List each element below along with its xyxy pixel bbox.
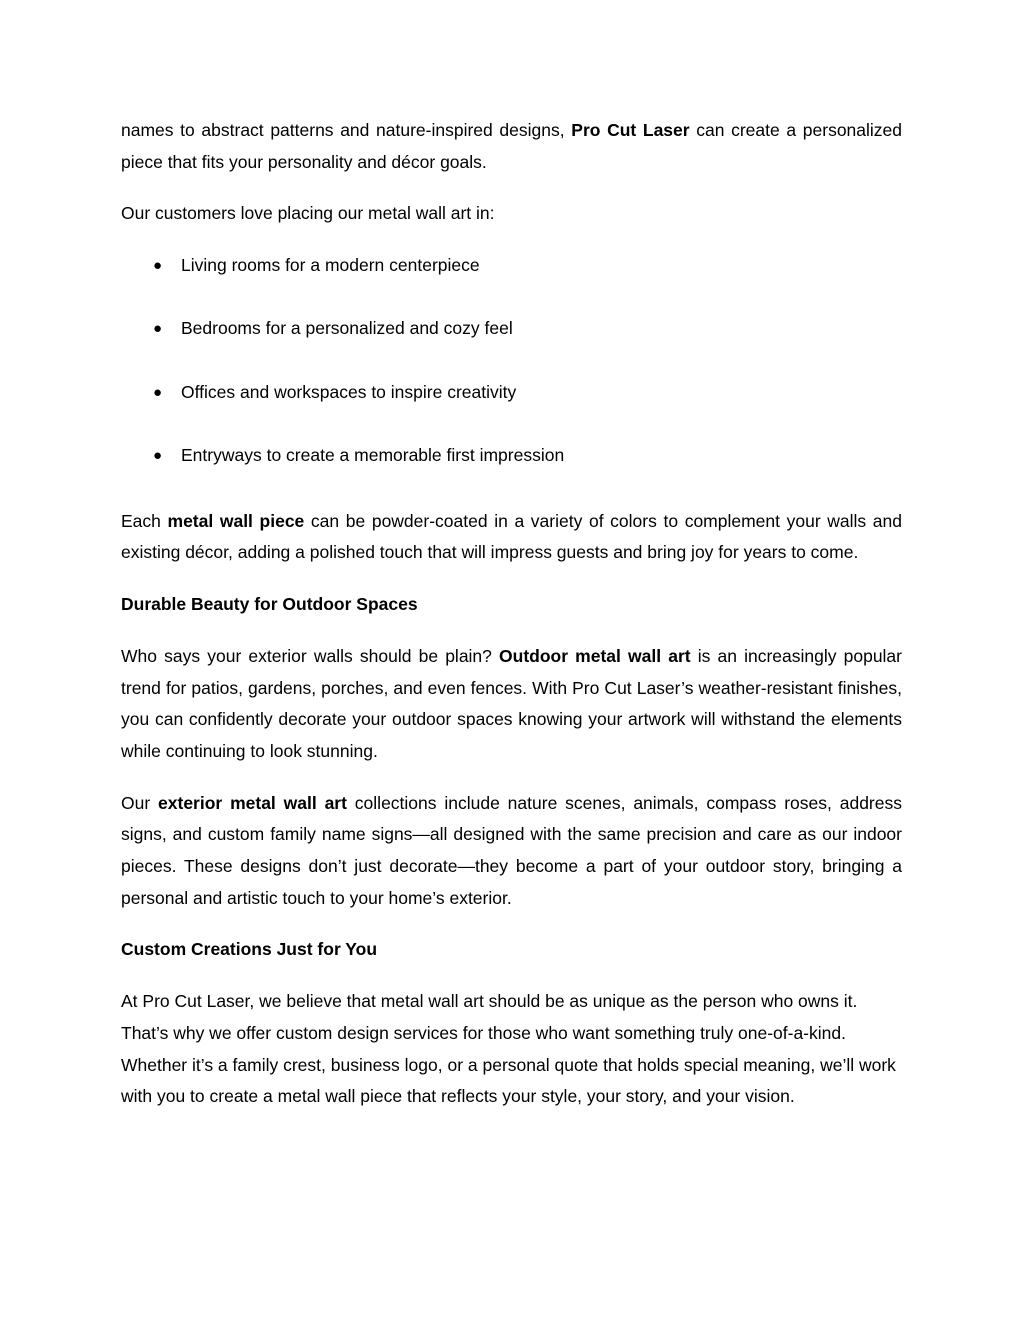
bullet-icon: ● [153, 257, 163, 275]
intro-paragraph [121, 115, 902, 178]
intro-text-start: names to abstract patterns and nature-inspired designs, [121, 120, 572, 140]
outdoor-text-start: Who says your exterior walls should be plain? [121, 645, 500, 666]
powder-text-start: Each [121, 510, 168, 531]
outdoor-metal-wall-art-bold: Outdoor metal wall art [499, 645, 691, 666]
list-item-text: Living rooms for a modern centerpiece [181, 255, 480, 276]
list-item-text: Entryways to create a memorable first impression [181, 445, 565, 465]
list-item-text: Bedrooms for a personalized and cozy feel [181, 318, 513, 339]
placement-list [121, 250, 902, 472]
metal-wall-piece-bold: metal wall piece [167, 510, 305, 531]
section-heading-outdoor: Durable Beauty for Outdoor Spaces [121, 594, 418, 615]
list-item [121, 313, 902, 345]
list-item [121, 377, 902, 409]
placing-lead-paragraph: Our customers love placing our metal wall art in: [121, 203, 495, 224]
exterior-text-start: Our [121, 792, 159, 813]
outdoor-paragraph [121, 641, 902, 768]
bullet-icon: ● [153, 447, 163, 464]
powder-text-end: can be powder-coated in a variety of colors to complement your walls and existing décor, adding a polished touch that will impress guests and bring joy for years to come. [121, 510, 902, 563]
exterior-paragraph [121, 788, 902, 915]
custom-paragraph: At Pro Cut Laser, we believe that metal wall art should be as unique as the person who owns it. That’s why we offer custom design services for those who want something truly one-of-a-kind. Whether it’s a family crest, business logo, or a personal quote that holds special meaning, we’ll work with you to create a metal wall piece that reflects your style, your story, and your vision. [121, 991, 896, 1107]
intro-text-end: can create a personalized piece that fits your personality and décor goals. [121, 120, 903, 172]
bullet-icon: ● [153, 383, 163, 401]
document-page [121, 115, 902, 1133]
list-item-text: Offices and workspaces to inspire creativity [181, 381, 517, 402]
exterior-text-end: collections include nature scenes, animals, compass roses, address signs, and custom family name signs—all designed with the same precision and care as our indoor pieces. These designs don’t just decorate—they become a part of your outdoor story, bringing a personal and artistic touch to your home’s exterior. [121, 792, 902, 908]
powder-coat-paragraph [121, 506, 902, 569]
bullet-icon: ● [153, 320, 163, 338]
brand-name-bold: Pro Cut Laser [571, 120, 690, 140]
outdoor-text-end: is an increasingly popular trend for patios, gardens, porches, and even fences. With Pro Cut Laser’s weather-resistant finishes, you can confidently decorate your outdoor spaces knowing your artwork will withstand the elements while continuing to look stunning. [121, 645, 902, 761]
list-item [121, 440, 902, 472]
list-item [121, 250, 902, 282]
exterior-metal-wall-art-bold: exterior metal wall art [158, 792, 347, 813]
section-heading-custom: Custom Creations Just for You [121, 939, 378, 960]
